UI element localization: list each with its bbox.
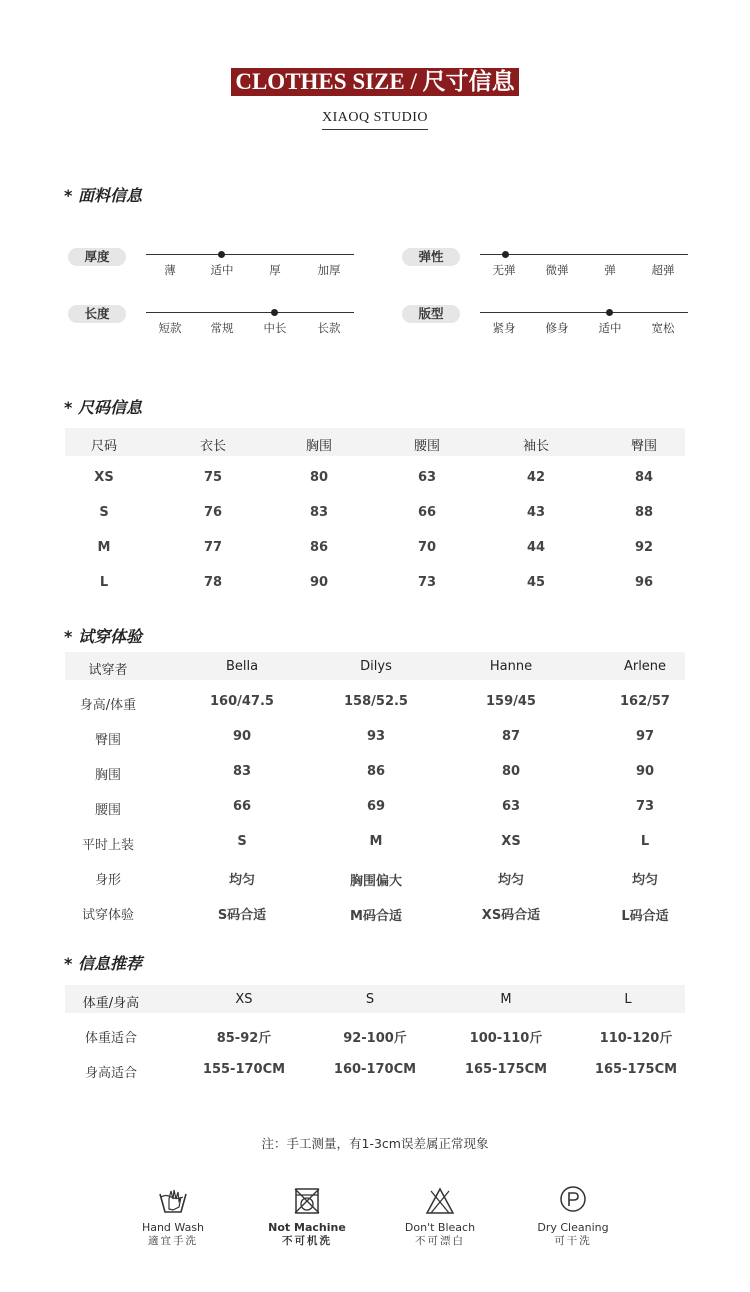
fitting-row-label: 身高/体重 [79,698,137,713]
recommend-table [65,985,685,1085]
care-dry-clean [518,1185,628,1248]
fitting-table [65,652,685,922]
fitting-header-cell: 试穿者 [88,663,128,678]
fabric-option: 宽松 [651,321,675,335]
size-cell: 90 [309,575,329,590]
fabric-scale-thickness [146,254,354,255]
fabric-label-length: 长度 [68,305,126,323]
fitting-cell: 87 [501,729,521,744]
fitting-cell: M [369,834,383,849]
recommend-cell: 85-92斤 [216,1031,272,1046]
fabric-option: 薄 [164,263,176,277]
fitting-header-cell: Bella [225,659,259,674]
fabric-option: 短款 [158,321,182,335]
fitting-cell: 80 [501,764,521,779]
fitting-cell: 159/45 [486,694,536,709]
fitting-cell: L码合适 [621,909,669,924]
care-en: Not Machine [268,1221,346,1234]
care-zh: 可干洗 [554,1235,592,1247]
size-header-cell: 腰围 [413,439,440,454]
size-cell: 44 [526,540,546,555]
no-machine-wash-icon [291,1185,323,1217]
fitting-cell: 90 [232,729,252,744]
size-cell: 88 [634,505,654,520]
size-cell: 86 [309,540,329,555]
fabric-scale-length [146,312,354,313]
fitting-cell: 胸围偏大 [349,874,402,889]
fitting-section-title: * 试穿体验 [64,627,142,646]
size-cell: 73 [417,575,437,590]
size-header-cell: 臀围 [630,439,657,454]
size-section-title: * 尺码信息 [64,398,142,417]
fabric-label-fit: 版型 [402,305,460,323]
care-zh: 適宜手洗 [148,1235,198,1247]
dry-clean-icon [557,1185,589,1217]
recommend-cell: 110-120斤 [599,1031,673,1046]
fitting-cell: 162/57 [620,694,670,709]
fabric-option: 中长 [263,321,287,335]
fitting-cell: 73 [635,799,655,814]
size-table-header [65,428,685,456]
size-cell: 77 [203,540,223,555]
size-cell: 66 [417,505,437,520]
fitting-row-label: 平时上装 [81,838,134,853]
care-zh: 不可漂白 [415,1235,465,1247]
fitting-cell: XS码合适 [481,908,541,923]
fitting-cell: 83 [232,764,252,779]
fabric-option: 适中 [598,321,622,335]
fitting-row-label: 腰围 [94,803,121,818]
fabric-label-elasticity: 弹性 [402,248,460,266]
measurement-note: 注：手工测量，有1-3cm误差属正常现象 [261,1136,489,1151]
size-cell: 43 [526,505,546,520]
fabric-section-title: * 面料信息 [64,186,142,205]
fitting-row-label: 胸围 [94,768,121,783]
fabric-marker-thickness [218,251,225,258]
size-cell: 63 [417,470,437,485]
size-cell: 92 [634,540,654,555]
size-header-cell: 袖长 [522,439,549,454]
page-title: CLOTHES SIZE / 尺寸信息 [231,68,518,96]
fabric-label-thickness: 厚度 [68,248,126,266]
size-cell: 78 [203,575,223,590]
fabric-option: 修身 [545,321,569,335]
fitting-cell: 86 [366,764,386,779]
fitting-cell: 93 [366,729,386,744]
fitting-cell: 63 [501,799,521,814]
recommend-cell: 155-170CM [202,1062,286,1077]
fitting-cell: XS [501,834,521,849]
fabric-option: 弹 [604,263,616,277]
size-cell: 96 [634,575,654,590]
fitting-header-cell: Dilys [360,659,392,674]
recommend-cell: 165-175CM [594,1062,678,1077]
fitting-cell: S码合适 [217,908,267,923]
fabric-option: 适中 [210,263,234,277]
care-en: Hand Wash [141,1221,205,1234]
fitting-cell: 90 [635,764,655,779]
fabric-marker-length [271,309,278,316]
fabric-marker-elasticity [502,251,509,258]
recommend-section-title: * 信息推荐 [64,954,142,973]
fabric-option: 长款 [317,321,341,335]
fitting-cell: 69 [366,799,386,814]
size-cell: 42 [526,470,546,485]
fitting-cell: 66 [232,799,252,814]
recommend-row-label: 身高适合 [84,1066,137,1081]
fabric-option: 无弹 [492,263,516,277]
size-cell: XS [94,470,114,485]
fabric-option: 微弹 [545,263,569,277]
fitting-row-label: 试穿体验 [81,908,134,923]
care-en: Dry Cleaning [537,1221,609,1234]
fabric-option: 常规 [210,321,234,335]
page-header [0,68,750,125]
fabric-scale-fit [480,312,688,313]
recommend-header-cell: M [500,992,512,1007]
care-en: Don't Bleach [404,1221,476,1234]
fabric-option: 加厚 [317,263,341,277]
studio-name-text: XIAOQ STUDIO [322,110,428,130]
size-cell: 83 [309,505,329,520]
recommend-cell: 92-100斤 [343,1031,407,1046]
fitting-row-label: 臀围 [94,733,121,748]
recommend-cell: 100-110斤 [469,1031,543,1046]
fitting-cell: L [640,834,650,849]
fitting-header-cell: Arlene [623,659,667,674]
fabric-option: 紧身 [492,321,516,335]
fitting-cell: 160/47.5 [210,694,274,709]
size-cell: 45 [526,575,546,590]
recommend-header-cell: XS [235,992,253,1007]
fabric-scale-elasticity [480,254,688,255]
recommend-header-cell: 体重/身高 [82,996,140,1011]
size-cell: 80 [309,470,329,485]
fabric-option: 厚 [269,263,281,277]
fitting-cell: 158/52.5 [344,694,408,709]
fabric-option: 超弹 [651,263,675,277]
no-bleach-icon [424,1185,456,1217]
recommend-row-label: 体重适合 [84,1031,137,1046]
care-no-bleach [385,1185,495,1248]
fitting-cell: 均匀 [228,873,255,888]
size-table [65,428,685,608]
size-cell: 76 [203,505,223,520]
fitting-cell: M码合适 [350,909,402,924]
size-cell: 84 [634,470,654,485]
recommend-cell: 165-175CM [464,1062,548,1077]
fitting-cell: 均匀 [497,873,524,888]
size-cell: 75 [203,470,223,485]
fitting-header-cell: Hanne [489,659,533,674]
size-header-cell: 胸围 [305,439,332,454]
care-hand-wash [118,1185,228,1248]
size-cell: M [97,540,111,555]
care-zh: 不可机洗 [282,1235,332,1247]
care-not-machine [252,1185,362,1248]
hand-wash-icon [157,1185,189,1217]
size-header-cell: 尺码 [90,439,117,454]
recommend-cell: 160-170CM [333,1062,417,1077]
size-header-cell: 衣长 [199,439,226,454]
fitting-cell: S [237,834,247,849]
fitting-cell: 97 [635,729,655,744]
size-cell: S [99,505,109,520]
fitting-cell: 均匀 [631,873,658,888]
fabric-marker-fit [606,309,613,316]
studio-name [0,110,750,130]
fitting-row-label: 身形 [94,873,121,888]
size-cell: L [99,575,109,590]
recommend-header-cell: S [365,992,375,1007]
size-cell: 70 [417,540,437,555]
recommend-header-cell: L [624,992,632,1007]
